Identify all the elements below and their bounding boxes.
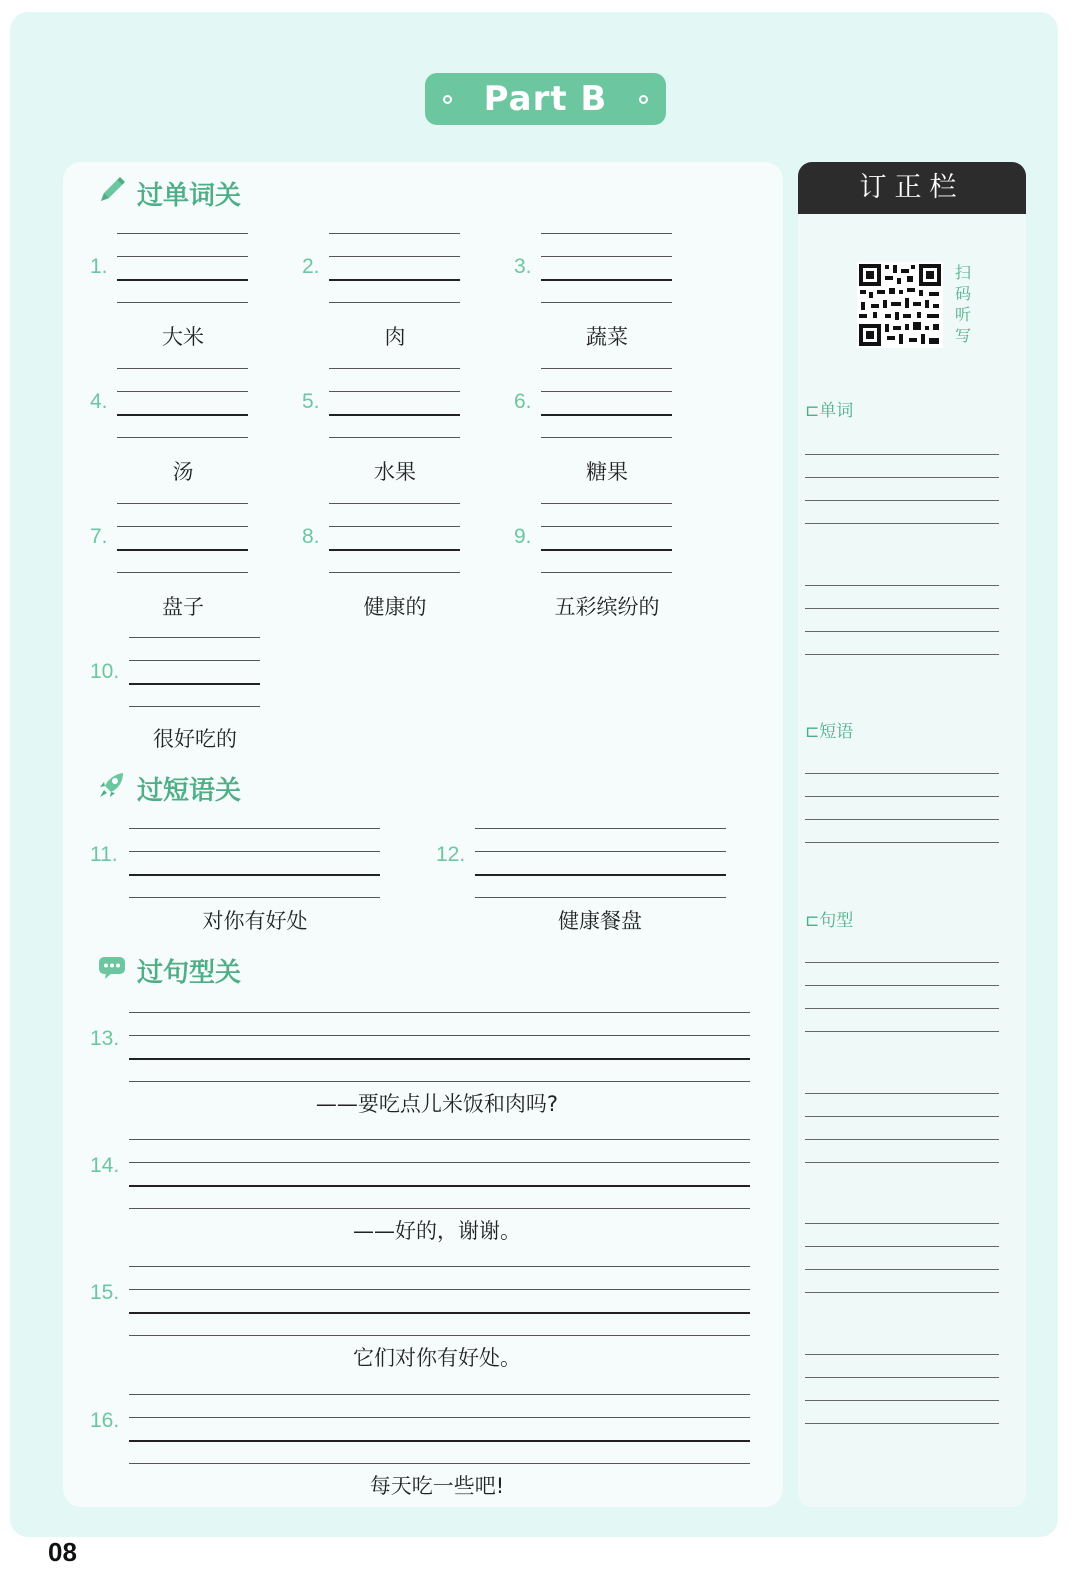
page-number: 08 [48, 1537, 77, 1567]
section-head-words [97, 173, 241, 213]
words-chinese-prompt: 蔬菜 [586, 325, 628, 349]
correction-line [805, 842, 999, 843]
correction-label-words: ⊏单词 [805, 401, 854, 421]
words-writing-line-4 [329, 302, 460, 303]
words-number: 9. [514, 525, 532, 548]
phrases-writing-line-2 [475, 851, 726, 852]
words-writing-line-1 [541, 233, 672, 234]
words-writing-line-1 [129, 637, 260, 638]
words-chinese-prompt: 很好吃的 [153, 727, 237, 751]
correction-line [805, 1093, 999, 1094]
correction-line [805, 654, 999, 655]
words-number: 8. [302, 525, 320, 548]
sentences-writing-line-1 [129, 1012, 750, 1013]
sentences-writing-line-4 [129, 1208, 750, 1209]
words-number: 4. [90, 390, 108, 413]
words-writing-line-4 [541, 572, 672, 573]
words-chinese-prompt: 水果 [374, 460, 416, 484]
sentences-writing-line-2 [129, 1289, 750, 1290]
words-writing-line-2 [329, 526, 460, 527]
correction-line [805, 585, 999, 586]
correction-header: 订正栏 [798, 162, 1026, 214]
chat-bubble-icon [97, 952, 127, 989]
correction-line [805, 1116, 999, 1117]
sentences-number: 14. [90, 1154, 120, 1177]
correction-column [798, 162, 1026, 1507]
phrases-writing-line-4 [475, 897, 726, 898]
sentences-number: 13. [90, 1027, 120, 1050]
words-writing-line-3 [129, 683, 260, 685]
correction-line [805, 1246, 999, 1247]
sentences-chinese-prompt: 每天吃一些吧! [369, 1474, 505, 1498]
section-head-phrases [97, 768, 241, 808]
correction-label-sentences: ⊏句型 [805, 911, 854, 931]
words-writing-line-3 [117, 414, 248, 416]
sentences-writing-line-3 [129, 1312, 750, 1314]
phrases-writing-line-1 [475, 828, 726, 829]
words-chinese-prompt: 肉 [384, 325, 406, 349]
words-writing-line-2 [117, 526, 248, 527]
sentences-writing-line-4 [129, 1081, 750, 1082]
words-writing-line-3 [329, 279, 460, 281]
correction-line [805, 1162, 999, 1163]
correction-line [805, 796, 999, 797]
sentences-writing-line-4 [129, 1463, 750, 1464]
qr-code-icon[interactable] [857, 262, 943, 348]
correction-line [805, 477, 999, 478]
words-writing-line-2 [541, 391, 672, 392]
sentences-writing-line-2 [129, 1417, 750, 1418]
words-chinese-prompt: 盘子 [162, 595, 204, 619]
words-writing-line-3 [329, 549, 460, 551]
scan-dictation-label: 扫码听写 [954, 263, 971, 345]
words-writing-line-2 [117, 256, 248, 257]
sentences-chinese-prompt: 它们对你有好处。 [353, 1346, 521, 1370]
correction-line [805, 1139, 999, 1140]
words-writing-line-1 [117, 368, 248, 369]
words-chinese-prompt: 五彩缤纷的 [554, 595, 660, 619]
pill-dot-left [443, 95, 452, 104]
correction-line [805, 608, 999, 609]
sentences-writing-line-2 [129, 1035, 750, 1036]
words-number: 3. [514, 255, 532, 278]
words-writing-line-3 [541, 549, 672, 551]
words-writing-line-1 [329, 503, 460, 504]
sentences-writing-line-4 [129, 1335, 750, 1336]
words-writing-line-2 [129, 660, 260, 661]
correction-line [805, 1008, 999, 1009]
correction-line [805, 773, 999, 774]
words-writing-line-3 [117, 279, 248, 281]
words-writing-line-4 [541, 302, 672, 303]
words-number: 10. [90, 660, 120, 683]
sentences-writing-line-1 [129, 1266, 750, 1267]
words-writing-line-1 [329, 233, 460, 234]
sentences-number: 16. [90, 1409, 120, 1432]
words-writing-line-4 [117, 572, 248, 573]
sentences-number: 15. [90, 1281, 120, 1304]
sentences-writing-line-1 [129, 1394, 750, 1395]
words-chinese-prompt: 大米 [162, 325, 204, 349]
phrases-number: 12. [436, 843, 466, 866]
words-number: 6. [514, 390, 532, 413]
sentences-chinese-prompt: ——要吃点儿米饭和肉吗? [315, 1092, 559, 1116]
sentences-writing-line-3 [129, 1058, 750, 1060]
words-chinese-prompt: 汤 [172, 460, 194, 484]
section-title-sentences: 过句型关 [137, 957, 242, 988]
sentences-writing-line-2 [129, 1162, 750, 1163]
words-number: 5. [302, 390, 320, 413]
correction-line [805, 1269, 999, 1270]
phrases-chinese-prompt: 对你有好处 [202, 909, 308, 933]
phrases-writing-line-2 [129, 851, 380, 852]
words-writing-line-4 [117, 302, 248, 303]
words-writing-line-2 [329, 256, 460, 257]
correction-line [805, 1031, 999, 1032]
rocket-icon [97, 770, 127, 807]
phrases-writing-line-1 [129, 828, 380, 829]
words-writing-line-4 [117, 437, 248, 438]
words-writing-line-4 [129, 706, 260, 707]
part-title-pill [425, 73, 666, 125]
words-number: 7. [90, 525, 108, 548]
sentences-writing-line-3 [129, 1440, 750, 1442]
words-writing-line-3 [117, 549, 248, 551]
correction-line [805, 631, 999, 632]
words-writing-line-1 [541, 368, 672, 369]
sentences-writing-line-3 [129, 1185, 750, 1187]
words-writing-line-4 [329, 572, 460, 573]
words-writing-line-2 [541, 256, 672, 257]
phrases-number: 11. [90, 843, 118, 866]
phrases-chinese-prompt: 健康餐盘 [558, 909, 642, 933]
words-chinese-prompt: 健康的 [363, 595, 427, 619]
words-writing-line-1 [117, 503, 248, 504]
exercise-card [63, 162, 783, 1507]
correction-line [805, 819, 999, 820]
correction-line [805, 962, 999, 963]
words-writing-line-2 [329, 391, 460, 392]
words-writing-line-3 [541, 414, 672, 416]
words-chinese-prompt: 糖果 [586, 460, 628, 484]
words-writing-line-3 [541, 279, 672, 281]
words-number: 1. [90, 255, 108, 278]
words-writing-line-2 [541, 526, 672, 527]
phrases-writing-line-3 [129, 874, 380, 876]
words-writing-line-3 [329, 414, 460, 416]
correction-line [805, 1377, 999, 1378]
pill-dot-right [639, 95, 648, 104]
part-title: Part B [483, 79, 608, 119]
correction-line [805, 1400, 999, 1401]
correction-line [805, 985, 999, 986]
correction-line [805, 1354, 999, 1355]
section-title-phrases: 过短语关 [137, 775, 242, 806]
sentences-writing-line-1 [129, 1139, 750, 1140]
section-title-words: 过单词关 [137, 180, 242, 211]
correction-line [805, 1292, 999, 1293]
correction-line [805, 1223, 999, 1224]
correction-line [805, 523, 999, 524]
phrases-writing-line-4 [129, 897, 380, 898]
words-writing-line-4 [541, 437, 672, 438]
sentences-chinese-prompt: ——好的，谢谢。 [353, 1219, 521, 1243]
correction-label-phrases: ⊏短语 [805, 722, 854, 742]
phrases-writing-line-3 [475, 874, 726, 876]
words-writing-line-2 [117, 391, 248, 392]
words-number: 2. [302, 255, 320, 278]
words-writing-line-4 [329, 437, 460, 438]
correction-line [805, 1423, 999, 1424]
section-head-sentences [97, 950, 241, 990]
words-writing-line-1 [541, 503, 672, 504]
pencil-icon [97, 175, 127, 212]
correction-line [805, 454, 999, 455]
words-writing-line-1 [117, 233, 248, 234]
correction-line [805, 500, 999, 501]
words-writing-line-1 [329, 368, 460, 369]
